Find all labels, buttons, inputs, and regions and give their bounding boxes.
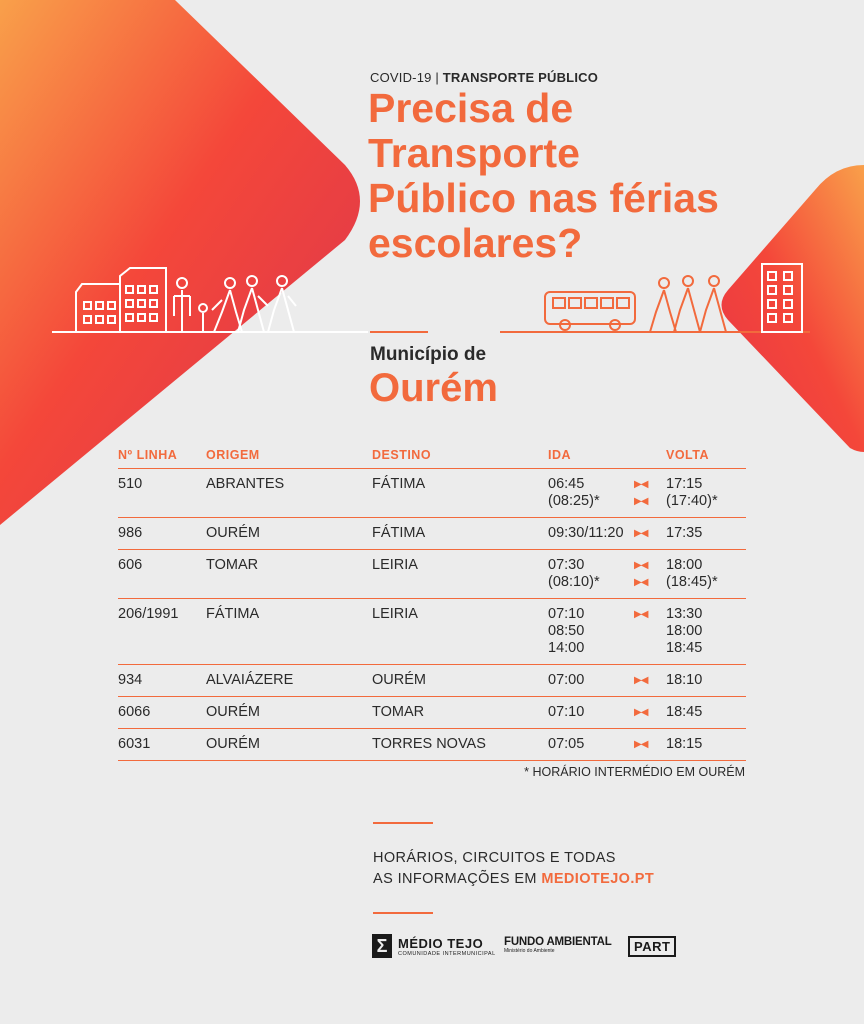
departure-time: 07:10 [548,606,585,622]
round-trip-arrows-icon: ▶◀ [634,707,648,718]
return-time: 18:00 [666,557,703,573]
return-time: 18:45 [666,704,703,720]
cell-origem: OURÉM [206,729,372,761]
cell-volta [666,697,746,729]
cell-origem: OURÉM [206,697,372,729]
return-time: 18:45 [666,640,703,656]
departure-time: (08:25)* [548,493,600,509]
cell-linha: 6031 [118,729,206,761]
round-trip-arrows-icon: ▶◀ [634,739,648,750]
cell-volta [666,469,746,518]
divider [370,331,428,333]
headline-line: Transporte [368,130,580,176]
table-row [118,518,746,550]
people-walking-icon [174,276,296,332]
municipality-label: Município de [370,344,487,365]
cell-ida [548,550,634,599]
cell-ida [548,729,634,761]
cell-volta [666,518,746,550]
cell-origem: OURÉM [206,518,372,550]
cell-arrows [634,729,666,761]
column-header: IDA [548,448,634,469]
table-row [118,550,746,599]
logo-subtitle: Ministério do Ambiente [504,948,555,954]
cell-destino: TORRES NOVAS [372,729,548,761]
table-row [118,697,746,729]
cell-arrows [634,469,666,518]
cell-destino: LEIRIA [372,599,548,665]
round-trip-arrows-icon: ▶◀ [634,609,648,620]
kicker-topic: TRANSPORTE PÚBLICO [442,70,599,85]
table-row [118,469,746,518]
cell-destino: TOMAR [372,697,548,729]
timetable [118,448,746,761]
info-text [373,848,654,890]
cell-volta [666,729,746,761]
cell-linha: 986 [118,518,206,550]
info-line: HORÁRIOS, CIRCUITOS E TODAS [373,850,616,866]
info-line: AS INFORMAÇÕES EM MEDIOTEJO.PT [373,871,655,887]
fundo-ambiental-logo [504,936,612,954]
return-time: 17:15 [666,476,703,492]
departure-time: 07:10 [548,704,585,720]
column-header: DESTINO [372,448,548,469]
cell-arrows [634,697,666,729]
cell-arrows [634,550,666,599]
logo-name: MÉDIO TEJO [398,935,484,951]
round-trip-arrows-icon: ▶◀ [634,577,648,588]
table-row [118,665,746,697]
column-header: ORIGEM [206,448,372,469]
headline [368,86,788,266]
round-trip-arrows-icon: ▶◀ [634,528,648,539]
partner-logos [372,934,692,964]
cell-ida [548,469,634,518]
cell-destino: LEIRIA [372,550,548,599]
column-header: Nº LINHA [118,448,206,469]
municipality-name: Ourém [369,366,498,410]
cell-volta [666,599,746,665]
divider [373,912,433,914]
return-time: (17:40)* [666,493,718,509]
building-icon [762,264,802,332]
cell-linha: 6066 [118,697,206,729]
return-time: 13:30 [666,606,703,622]
departure-time: 08:50 [548,623,585,639]
kicker: COVID-19 | TRANSPORTE PÚBLICO [370,70,599,85]
round-trip-arrows-icon: ▶◀ [634,560,648,571]
departure-time: 07:30 [548,557,585,573]
cell-linha: 510 [118,469,206,518]
column-header [634,448,666,469]
cell-origem: FÁTIMA [206,599,372,665]
cell-volta [666,665,746,697]
headline-line: escolares? [368,220,583,266]
cell-destino: FÁTIMA [372,518,548,550]
cell-ida [548,665,634,697]
return-time: (18:45)* [666,574,718,590]
table-header-row [118,448,746,469]
cell-destino: FÁTIMA [372,469,548,518]
round-trip-arrows-icon: ▶◀ [634,496,648,507]
cell-origem: ABRANTES [206,469,372,518]
table-row [118,599,746,665]
return-time: 18:10 [666,672,703,688]
departure-time: 09:30/11:20 [548,525,624,541]
cell-ida [548,518,634,550]
cell-arrows [634,599,666,665]
cell-ida [548,697,634,729]
sigma-icon: Σ [372,934,392,958]
departure-time: 14:00 [548,640,585,656]
column-header: VOLTA [666,448,746,469]
cell-origem: ALVAIÁZERE [206,665,372,697]
website-link[interactable]: MEDIOTEJO.PT [541,871,655,887]
cell-linha: 606 [118,550,206,599]
cell-ida [548,599,634,665]
cell-linha: 934 [118,665,206,697]
return-time: 18:00 [666,623,703,639]
headline-line: Público nas férias [368,175,719,221]
departure-time: (08:10)* [548,574,600,590]
illustration [0,255,864,345]
logo-name: FUNDO AMBIENTAL [504,936,612,948]
medio-tejo-logo [372,934,496,958]
headline-line: Precisa de [368,85,574,131]
cell-volta [666,550,746,599]
cell-arrows [634,518,666,550]
return-time: 17:35 [666,525,703,541]
footnote: * HORÁRIO INTERMÉDIO EM OURÉM [524,765,745,779]
logo-subtitle: COMUNIDADE INTERMUNICIPAL [398,950,496,957]
departure-time: 07:05 [548,736,585,752]
round-trip-arrows-icon: ▶◀ [634,675,648,686]
table-row [118,729,746,761]
cell-origem: TOMAR [206,550,372,599]
cell-linha: 206/1991 [118,599,206,665]
return-time: 18:15 [666,736,703,752]
houses-icon [52,268,368,332]
departure-time: 06:45 [548,476,585,492]
departure-time: 07:00 [548,672,585,688]
cell-arrows [634,665,666,697]
cell-destino: OURÉM [372,665,548,697]
travellers-icon [650,276,726,332]
round-trip-arrows-icon: ▶◀ [634,479,648,490]
part-logo: PART [628,936,676,957]
divider [373,822,433,824]
